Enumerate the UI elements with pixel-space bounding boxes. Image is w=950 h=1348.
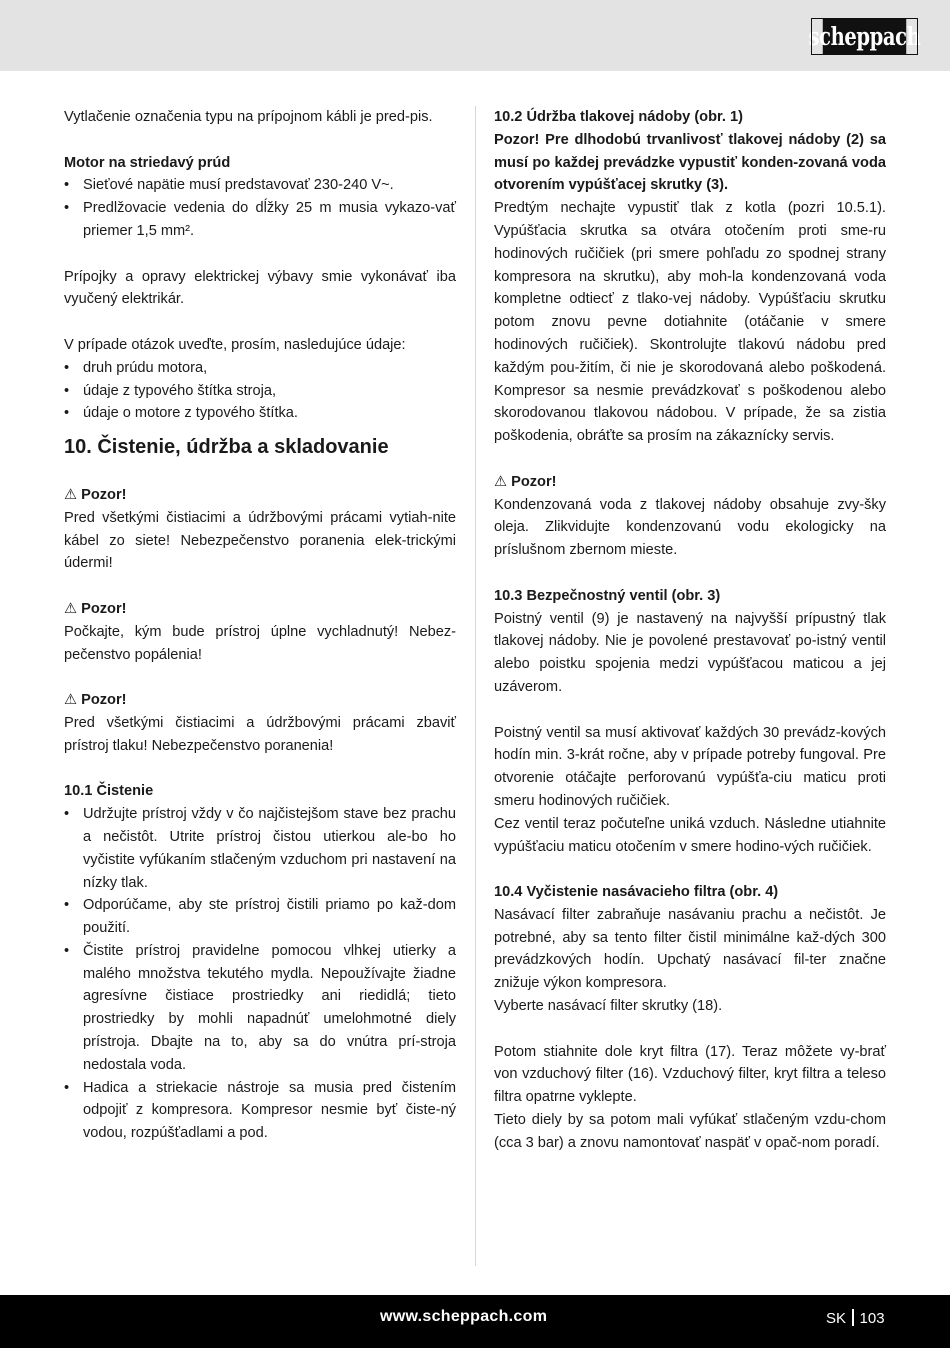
warning-triangle-icon: ⚠ <box>64 486 78 503</box>
left-column <box>64 106 456 1145</box>
language-code: SK <box>826 1310 847 1327</box>
footer-website-link[interactable]: www.scheppach.com <box>380 1308 548 1325</box>
list-item: • Odporúčame, aby ste prístroj čistili priamo po kaž-dom použití. <box>64 894 456 940</box>
warning-text: Pred všetkými čistiacimi a údržbovými prácami zbaviť prístroj tlaku! Nebezpečenstvo poranenia! <box>64 714 456 754</box>
section-10-2-text: Predtým nechajte vypustiť tlak z kotla (pozri 10.5.1). Vypúšťacia skrutka sa otvára otočením proti sme-ru hodinových ručičiek (pri smere pohľadu zo spodnej strany kompresora na skrutku), aby moh-la kondenzovaná voda kompletne odtiecť z tlako-vej nádoby. Vypúšťaciu skrutku potom znovu pevne dotiahnite (otáčanie v smere hodinových ručičiek). Skontrolujte tlakovú nádobu pred každým pou-žitím, či nie je skorodovaná alebo poškodená. Kompresor sa nesmie prevádzkovať s poškodenou alebo skorodovanou tlakovou nádobou. V prípade, že sa zistia poškodenia, obráťte sa prosím na zákaznícky servis. <box>494 200 886 445</box>
list-item: • Hadica a striekacie nástroje sa musia pred čistením odpojiť z kompresora. Kompresor nesmie byť čiste-ný vodou, rozpúšťadlami a pod. <box>64 1077 456 1145</box>
warning-text: Pred všetkými čistiacimi a údržbovými prácami vytiah-nite kábel zo siete! Nebezpečenstvo poranenia elek-trickými údermi! <box>64 509 456 572</box>
warning-label: Pozor! <box>81 600 127 617</box>
section-heading: 10. Čistenie, údržba a skladovanie <box>64 436 389 459</box>
page-indicator <box>826 1309 885 1327</box>
section-10-4-paragraph: Vyberte nasávací filter skrutky (18). <box>494 998 723 1015</box>
section-10-3-heading: 10.3 Bezpečnostný ventil (obr. 3) <box>494 587 721 604</box>
section-10-3-paragraph: Poistný ventil (9) je nastavený na najvyšší prípustný tlak tlakovej nádoby. Nie je povolené prestavovať po-istný ventil alebo poistku spojenia medzi vypúšťacou maticou a jej uzáverom. <box>494 610 886 695</box>
cleaning-list <box>64 803 456 1145</box>
list-item: • druh prúdu motora, <box>64 357 456 380</box>
page-number: 103 <box>859 1310 885 1327</box>
intro-paragraph: Vytlačenie označenia typu na prípojnom kábli je pred-pis. <box>64 109 433 125</box>
section-10-4-paragraph: Nasávací filter zabraňuje nasávaniu prachu a nečistôt. Je potrebné, aby sa tento filter čistil minimálne kaž-dých 300 prevádzkových hodín. Upchatý nasávací fil-ter značne znižuje výkon kompresora. <box>494 906 886 992</box>
right-column <box>494 106 886 1155</box>
section-10-2-heading: 10.2 Údržba tlakovej nádoby (obr. 1) <box>494 109 743 125</box>
list-item: • Predlžovacie vedenia do dĺžky 25 m musia vykazo-vať priemer 1,5 mm². <box>64 197 456 243</box>
warning-label: Pozor! <box>81 486 127 503</box>
warning-heading <box>64 598 456 621</box>
warning-heading <box>494 471 886 494</box>
warning-text: Kondenzovaná voda z tlakovej nádoby obsahuje zvy-šky oleja. Zlikvidujte kondenzovanú vodu ekologicky na príslušnom zbernom mieste. <box>494 496 886 559</box>
footer-band <box>0 1295 950 1348</box>
warning-triangle-icon: ⚠ <box>494 473 508 490</box>
page-separator <box>852 1309 854 1326</box>
questions-intro: V prípade otázok uveďte, prosím, nasledujúce údaje: <box>64 336 406 353</box>
warning-triangle-icon: ⚠ <box>64 600 78 617</box>
list-item: • Udržujte prístroj vždy v čo najčistejšom stave bez prachu a nečistôt. Utrite prístroj čistou utierkou ale-bo ho vyčistite vyfúkaním stlačeným vzduchom pri nastavení na nízky tlak. <box>64 803 456 894</box>
section-10-4-heading: 10.4 Vyčistenie nasávacieho filtra (obr. 4) <box>494 884 779 901</box>
list-item: • Sieťové napätie musí predstavovať 230-240 V~. <box>64 174 456 197</box>
section-10-2-warning: Pozor! Pre dlhodobú trvanlivosť tlakovej nádoby (2) sa musí po každej prevádzke vypustiť konden-zovaná voda otvorením vypúšťacej skrutky (3). <box>494 131 886 194</box>
section-10-4-paragraph: Tieto diely by sa potom mali vyfúkať stlačeným vzdu-chom (cca 3 bar) a znovu namontovať naspäť v opač-nom poradí. <box>494 1112 886 1151</box>
list-item: • údaje o motore z typového štítka. <box>64 402 456 425</box>
list-item: • údaje z typového štítka stroja, <box>64 380 456 403</box>
section-10-3-paragraph: Cez ventil teraz počuteľne uniká vzduch. Následne utiahnite vypúšťaciu maticu otočením v smere hodino-vých ručičiek. <box>494 815 886 855</box>
motor-list <box>64 174 456 242</box>
warning-heading <box>64 689 456 712</box>
header-band <box>0 0 950 71</box>
brand-logo: scheppach <box>823 18 906 55</box>
motor-heading: Motor na striedavý prúd <box>64 154 231 171</box>
column-divider <box>475 106 476 1266</box>
warning-heading <box>64 484 456 507</box>
list-item: • Čistite prístroj pravidelne pomocou vlhkej utierky a malého množstva tekutého mydla. Nepoužívajte žiadne agresívne čistiace prostriedky ani riedidlá; tieto prostriedky by mohli napadnúť umelohmotné diely prístroja. Dbajte na to, aby sa do vnútra prí-stroja nedostala voda. <box>64 940 456 1077</box>
cleaning-heading: 10.1 Čistenie <box>64 783 154 800</box>
warning-label: Pozor! <box>81 692 127 709</box>
section-10-3-paragraph: Poistný ventil sa musí aktivovať každých 30 prevádz-kových hodín min. 3-krát ročne, aby v prípade potreby fungoval. Pre otvorenie otáčajte perforovanú vypúšťa-ciu maticu proti smeru hodinových ručičiek. <box>494 724 886 809</box>
warning-text: Počkajte, kým bude prístroj úplne vychladnutý! Nebez-pečenstvo popálenia! <box>64 623 456 663</box>
warning-triangle-icon: ⚠ <box>64 692 78 709</box>
warning-label: Pozor! <box>511 473 557 490</box>
section-10-4-paragraph: Potom stiahnite dole kryt filtra (17). Teraz môžete vy-brať von vzduchový filter (16). Vzduchový filter, kryt filtra a teleso filtra opatrne vyklepte. <box>494 1043 886 1106</box>
questions-list <box>64 357 456 425</box>
electrician-paragraph: Prípojky a opravy elektrickej výbavy smie vykonávať iba vyučený elektrikár. <box>64 268 456 308</box>
